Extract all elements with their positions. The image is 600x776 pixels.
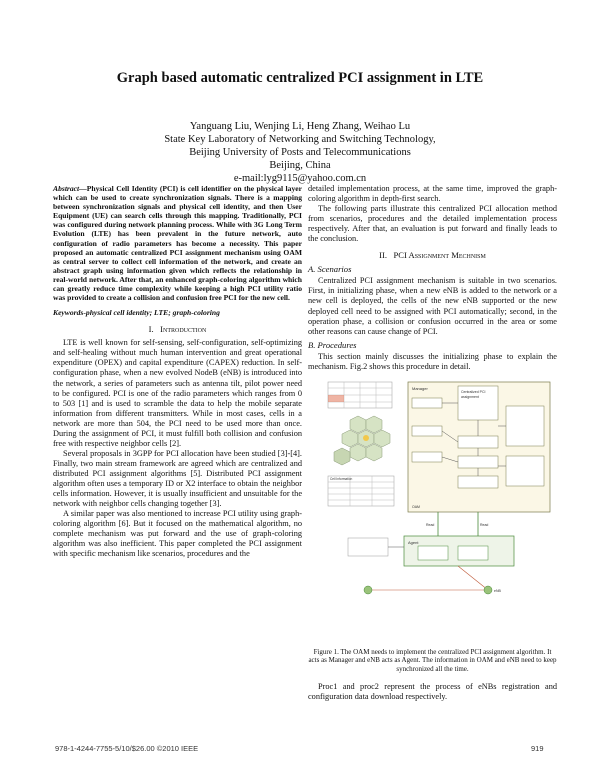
right-paragraph-2: The following parts illustrate this centralized PCI allocation method from scenarios, procedures and the detailed implementation process respectively. After that, an evaluation is put forward and finally leads to the conclusion. [308,204,557,244]
section-1-title: Introduction [160,324,207,335]
agent-label: Agent [408,539,419,545]
oam-manager-block [408,382,550,512]
abstract-dash: — [79,184,87,193]
section-2-title: PCI Assignment Mechnism [393,250,486,261]
scenarios-paragraph: Centralized PCI assignment mechanism is suitable in two scenarios. First, in initializing phase, when a new eNB is added to the network or a new cell is deployed, the cells of the new eNB supported or the new deployed cell need to be assigned with PCI automatically; second, in the operation phase, a collision or confusion occurred in the area or some other reasons can cause change of PCI. [308,276,557,336]
manager-label: Manager [412,385,428,391]
central-label: Centralized PCI [461,389,486,394]
footer-copyright: 978-1-4244-7755-5/10/$26.00 ©2010 IEEE [55,744,199,753]
page-number: 919 [531,744,544,753]
affiliation-line-1: State Key Laboratory of Networking and Switching Technology, [164,134,436,145]
enb-agent-block [348,536,514,566]
abstract-text: Physical Cell Identity (PCI) is cell identifier on the physical layer which can be used to create synchronization signals. There is a mapping between synchronization signals and physical cell identity, and then User Equipment (UE) can search cells through this mapping. Traditionally, PCI was configured during network planning process. While with 3G Long Term Evolution (LTE) has been prevalent in the future network, auto configuration of radio parameters has become a necessity. This paper proposed an automatic centralized PCI assignment mechanism using OAM as central server to collect cell information of the network, and create an abstract graph using information given which reflects the relationship in real-world network. After that, an enhanced graph-coloring algorithm which can greatly reduce time complexity while keeping a high PCI utility ratio was provided to create a collision and confusion free PCI for the new cell. [53,184,302,303]
hexagon-cell-cluster [334,416,390,465]
affiliation-line-2: Beijing University of Posts and Telecommunications [189,147,411,158]
keywords: Keywords-physical cell identity; LTE; graph-coloring [53,308,220,318]
enb-network [364,566,501,594]
read-label-1: Read [426,522,435,527]
figure-1-caption: Figure 1. The OAM needs to implement the centralized PCI assignment algorithm. It acts as Manager and eNB acts as Agent. The information in OAM and eNB need to keep synchronized all the time. [308,647,557,673]
paper-title: Graph based automatic centralized PCI assignment in LTE [116,70,484,86]
author-block [0,120,600,185]
read-arrows [426,512,488,536]
email: e-mail:lyg9115@yahoo.com.cn [233,173,367,184]
left-column [53,184,302,559]
figure-1-diagram [308,376,557,642]
subsection-a-heading: A. Scenarios [308,264,352,275]
intro-paragraph-3: A similar paper was also mentioned to increase PCI utility using graph-coloring algorithm [6]. But it focused on the mathematical algorithm, no complete mechanism was put forward and the use of graph-coloring algorithm was also inefficient. This paper completed the PCI assignment with specific mechanism like scenarios, procedures and the [53,509,302,559]
table-header: Cell Information [330,476,353,481]
read-label-2: Read [480,522,489,527]
enb-label: eNB [494,588,501,593]
procedures-paragraph: This section mainly discusses the initializing phase to explain the mechanism. Fig.2 shows this procedure in detail. [308,351,557,371]
top-table [328,382,392,408]
intro-paragraph-1: LTE is well known for self-sensing, self-configuration, self-optimizing and self-healing without much human intervention and great operational expenditure (OPEX) and capital expenditure (CAPEX) reduction. In self-configuration phase, when a new evolved NodeB (eNB) is introduced into the network, a series of parameters such as antenna tilt, pilot power need to be configured. PCI is one of the radio parameters which ranges from 0 to 503 [1] and is used to scramble the data to help the mobile separate information from different transmitters. While in most cases, cells in a network are more than 504, the PCI need to be used more than once. During the assignment of PCI, it must fulfill both collision and confusion free with respective neighbor cells [2]. [53,338,302,448]
oam-label: OAM [412,504,420,509]
section-2-heading [308,250,557,260]
section-1-number: I. [148,324,154,335]
intro-paragraph-2: Several proposals in 3GPP for PCI allocation have been studied [3]-[4]. Finally, two main stream framework are agreed which are centralized and distributed PCI assignment algorithms [5]. Distributed PCI assignment algorithm often uses a temporary ID or X2 interface to obtain the neighbor cells information. However, it is usually insufficient and unsuitable for the network with neighbor cells changing together [3]. [53,448,302,509]
closing-paragraph: Proc1 and proc2 represent the process of eNBs registration and configuration data download respectively. [308,681,557,701]
abstract-label: Abstract [53,184,80,193]
subsection-b-heading: B. Procedures [308,339,357,350]
cell-info-table [328,476,394,506]
new-cell-marker [363,435,369,441]
right-column [308,184,557,702]
right-paragraph-1: detailed implementation process, at the same time, improved the graph-coloring algorithm in depth-first search. [308,184,557,204]
abstract [53,184,302,302]
affiliation-line-3: Beijing, China [269,160,331,171]
assign-label: assignment [461,394,479,399]
authors: Yanguang Liu, Wenjing Li, Heng Zhang, Weihao Lu [189,121,411,132]
figure-1 [308,376,557,642]
section-2-number: II. [379,250,388,261]
section-1-heading [53,324,302,334]
